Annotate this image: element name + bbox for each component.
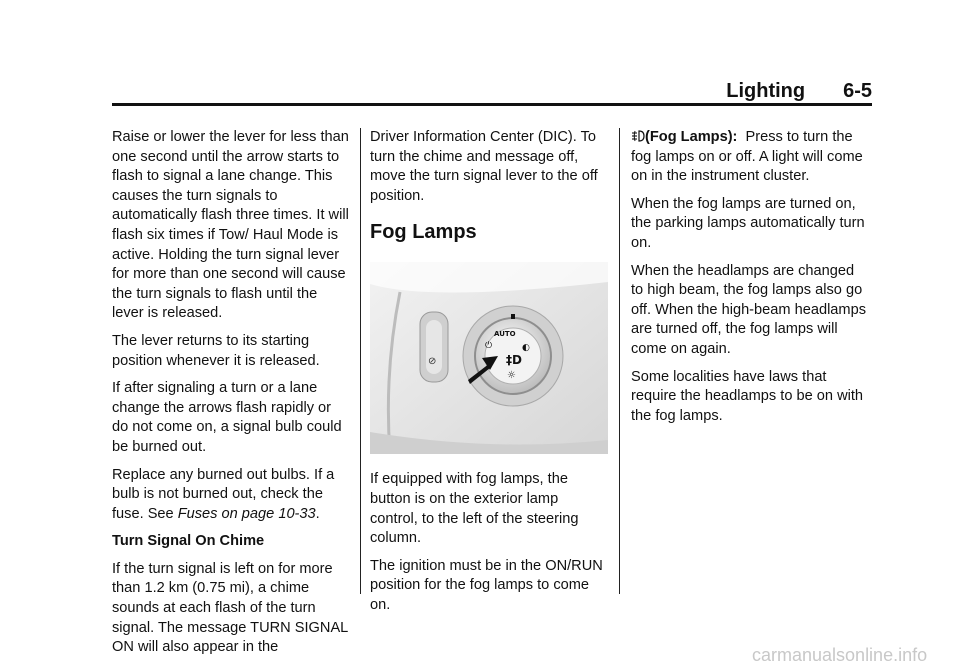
subheading-turn-signal-chime: Turn Signal On Chime [112, 533, 265, 550]
page-number: 6-5 [843, 80, 872, 102]
paragraph: Replace any burned out bulbs. If a bulb is not burned out, check the fuse. See Fuses on page 10-33. [112, 466, 335, 522]
paragraph: If after signaling a turn or a lane change the arrows flash rapidly or do not come on, a signal bulb could be burned out. [112, 380, 342, 455]
page-header [112, 80, 872, 103]
fog-lamp-control-illustration [370, 262, 608, 454]
paragraph: Some localities have laws that require the headlamps to be on with the fog lamps. [631, 368, 864, 424]
column-divider-1 [360, 128, 361, 594]
paragraph: Driver Information Center (DIC). To turn the chime and message off, move the turn signal lever to the off position. [370, 129, 598, 204]
column-1 [112, 128, 350, 666]
header-rule [112, 103, 872, 106]
svg-text:◐: ◐ [522, 343, 530, 354]
paragraph: The ignition must be in the ON/RUN position for the fog lamps to come on. [370, 557, 603, 613]
paragraph: If equipped with fog lamps, the button is on the exterior lamp control, to the left of the steering column. [370, 471, 579, 547]
paragraph: If the turn signal is left on for more than 1.2 km (0.75 mi), a chime sounds at each flash of the turn signal. The message TURN SIGNAL ON will also appear in the [112, 560, 348, 656]
column-divider-2 [619, 128, 620, 594]
section-title: Lighting [726, 80, 806, 102]
paragraph: Raise or lower the lever for less than one second until the arrow starts to flash to signal a lane change. This causes the turn signals to automatically flash three times. It will flash six times if Tow/ Haul Mode is active. Holding the turn signal lever for more than one second will cause the turn signals to flash until the lever is released. [112, 129, 349, 322]
fog-lamp-icon [631, 129, 645, 143]
section-heading-fog-lamps: Fog Lamps [370, 221, 477, 244]
column-2 [370, 128, 608, 624]
svg-text:☼: ☼ [507, 370, 516, 382]
paragraph: (Fog Lamps): Press to turn the fog lamps on or off. A light will come on in the instrument cluster. [631, 129, 863, 185]
paragraph: When the headlamps are changed to high beam, the fog lamps also go off. When the high-beam headlamps are turned off, the fog lamps will come on again. [631, 262, 866, 357]
column-3 [631, 128, 869, 434]
dial-auto-label: AUTO [494, 330, 516, 339]
svg-text:⊘: ⊘ [428, 356, 437, 368]
paragraph: The lever returns to its starting position whenever it is released. [112, 332, 320, 369]
fog-lamps-label: (Fog Lamps): [645, 129, 738, 145]
svg-text:‡D: ‡D [506, 353, 522, 368]
paragraph: When the fog lamps are turned on, the parking lamps automatically turn on. [631, 195, 865, 251]
lamp-control-svg [370, 262, 608, 454]
fuses-reference-link[interactable]: Fuses on page 10-33 [177, 505, 316, 522]
svg-text:⏻: ⏻ [485, 341, 493, 352]
watermark: carmanualsonline.info [752, 645, 928, 665]
